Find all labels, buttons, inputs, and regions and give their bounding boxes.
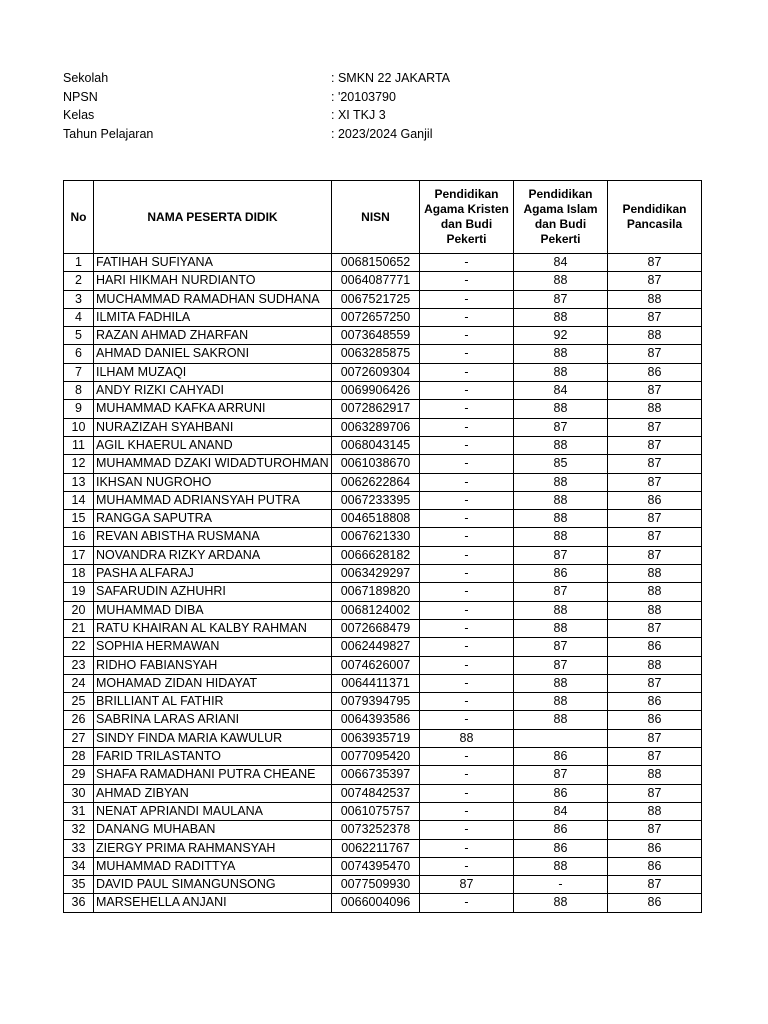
- cell-agama-islam: 88: [514, 473, 608, 491]
- cell-pancasila: 87: [608, 729, 702, 747]
- table-row: [64, 455, 702, 473]
- cell-nisn: 0063289706: [332, 418, 420, 436]
- cell-student-name: REVAN ABISTHA RUSMANA: [94, 528, 332, 546]
- cell-student-name: RATU KHAIRAN AL KALBY RAHMAN: [94, 619, 332, 637]
- header-no: No: [64, 181, 94, 254]
- cell-nisn: 0073252378: [332, 821, 420, 839]
- cell-nisn: 0067521725: [332, 290, 420, 308]
- cell-nisn: 0066735397: [332, 766, 420, 784]
- cell-pancasila: 87: [608, 418, 702, 436]
- cell-student-name: RAZAN AHMAD ZHARFAN: [94, 327, 332, 345]
- table-row: [64, 876, 702, 894]
- cell-nisn: 0062449827: [332, 638, 420, 656]
- cell-nisn: 0067189820: [332, 583, 420, 601]
- cell-no: 36: [64, 894, 94, 912]
- table-row: [64, 711, 702, 729]
- info-label: Tahun Pelajaran: [63, 126, 154, 141]
- info-label: Kelas: [63, 108, 95, 122]
- table-header-row: [64, 181, 702, 254]
- table-row: [64, 674, 702, 692]
- table-row: [64, 400, 702, 418]
- cell-nisn: 0063935719: [332, 729, 420, 747]
- info-row: [63, 69, 450, 88]
- table-row: [64, 839, 702, 857]
- table-row: [64, 528, 702, 546]
- cell-agama-islam: 87: [514, 583, 608, 601]
- cell-pancasila: 87: [608, 436, 702, 454]
- table-row: [64, 766, 702, 784]
- cell-nisn: 0046518808: [332, 510, 420, 528]
- cell-pancasila: 86: [608, 693, 702, 711]
- cell-pancasila: 88: [608, 583, 702, 601]
- cell-student-name: MUHAMMAD ADRIANSYAH PUTRA: [94, 491, 332, 509]
- table-row: [64, 638, 702, 656]
- cell-no: 7: [64, 363, 94, 381]
- table-row: [64, 382, 702, 400]
- table-row: [64, 601, 702, 619]
- cell-no: 13: [64, 473, 94, 491]
- cell-student-name: IKHSAN NUGROHO: [94, 473, 332, 491]
- header-name: NAMA PESERTA DIDIK: [94, 181, 332, 254]
- cell-nisn: 0066004096: [332, 894, 420, 912]
- cell-student-name: NENAT APRIANDI MAULANA: [94, 802, 332, 820]
- cell-student-name: AHMAD ZIBYAN: [94, 784, 332, 802]
- cell-no: 35: [64, 876, 94, 894]
- cell-nisn: 0074842537: [332, 784, 420, 802]
- table-row: [64, 821, 702, 839]
- table-row: [64, 784, 702, 802]
- cell-agama-kristen: 87: [420, 876, 514, 894]
- cell-student-name: DAVID PAUL SIMANGUNSONG: [94, 876, 332, 894]
- cell-agama-kristen: -: [420, 857, 514, 875]
- cell-agama-islam: 86: [514, 839, 608, 857]
- cell-agama-islam: 88: [514, 363, 608, 381]
- cell-student-name: BRILLIANT AL FATHIR: [94, 693, 332, 711]
- cell-nisn: 0077509930: [332, 876, 420, 894]
- cell-agama-islam: 92: [514, 327, 608, 345]
- cell-agama-kristen: -: [420, 528, 514, 546]
- table-row: [64, 272, 702, 290]
- cell-no: 14: [64, 491, 94, 509]
- cell-student-name: SABRINA LARAS ARIANI: [94, 711, 332, 729]
- cell-agama-kristen: -: [420, 363, 514, 381]
- cell-agama-islam: 88: [514, 491, 608, 509]
- cell-pancasila: 86: [608, 894, 702, 912]
- cell-no: 34: [64, 857, 94, 875]
- cell-pancasila: 87: [608, 345, 702, 363]
- cell-student-name: MARSEHELLA ANJANI: [94, 894, 332, 912]
- table-row: [64, 729, 702, 747]
- cell-pancasila: 86: [608, 711, 702, 729]
- cell-student-name: MUHAMMAD DIBA: [94, 601, 332, 619]
- cell-agama-islam: 87: [514, 546, 608, 564]
- cell-nisn: 0064411371: [332, 674, 420, 692]
- cell-pancasila: 88: [608, 766, 702, 784]
- header-agama-islam: Pendidikan Agama Islam dan Budi Pekerti: [514, 181, 608, 254]
- cell-agama-islam: [514, 729, 608, 747]
- cell-agama-kristen: -: [420, 491, 514, 509]
- table-row: [64, 583, 702, 601]
- cell-nisn: 0063285875: [332, 345, 420, 363]
- cell-agama-kristen: -: [420, 272, 514, 290]
- cell-agama-kristen: -: [420, 748, 514, 766]
- cell-student-name: ILHAM MUZAQI: [94, 363, 332, 381]
- cell-agama-kristen: -: [420, 308, 514, 326]
- cell-agama-islam: 88: [514, 308, 608, 326]
- cell-nisn: 0069906426: [332, 382, 420, 400]
- cell-student-name: DANANG MUHABAN: [94, 821, 332, 839]
- cell-pancasila: 88: [608, 565, 702, 583]
- cell-pancasila: 87: [608, 784, 702, 802]
- cell-pancasila: 87: [608, 308, 702, 326]
- cell-nisn: 0068124002: [332, 601, 420, 619]
- cell-pancasila: 86: [608, 363, 702, 381]
- cell-agama-islam: 87: [514, 656, 608, 674]
- cell-student-name: RANGGA SAPUTRA: [94, 510, 332, 528]
- cell-agama-kristen: -: [420, 656, 514, 674]
- cell-nisn: 0067233395: [332, 491, 420, 509]
- cell-agama-islam: 86: [514, 821, 608, 839]
- cell-nisn: 0072668479: [332, 619, 420, 637]
- cell-pancasila: 87: [608, 528, 702, 546]
- cell-no: 21: [64, 619, 94, 637]
- cell-pancasila: 87: [608, 674, 702, 692]
- cell-student-name: NOVANDRA RIZKY ARDANA: [94, 546, 332, 564]
- table-row: [64, 418, 702, 436]
- cell-nisn: 0079394795: [332, 693, 420, 711]
- cell-student-name: MOHAMAD ZIDAN HIDAYAT: [94, 674, 332, 692]
- cell-no: 16: [64, 528, 94, 546]
- cell-pancasila: 88: [608, 290, 702, 308]
- cell-no: 23: [64, 656, 94, 674]
- cell-agama-islam: 85: [514, 455, 608, 473]
- cell-nisn: 0068150652: [332, 254, 420, 272]
- cell-agama-islam: 88: [514, 857, 608, 875]
- cell-agama-kristen: -: [420, 674, 514, 692]
- cell-pancasila: 88: [608, 656, 702, 674]
- cell-agama-islam: 87: [514, 290, 608, 308]
- table-row: [64, 546, 702, 564]
- cell-pancasila: 87: [608, 546, 702, 564]
- cell-agama-islam: 88: [514, 601, 608, 619]
- cell-agama-kristen: -: [420, 766, 514, 784]
- cell-student-name: SOPHIA HERMAWAN: [94, 638, 332, 656]
- cell-nisn: 0073648559: [332, 327, 420, 345]
- cell-no: 27: [64, 729, 94, 747]
- table-row: [64, 894, 702, 912]
- cell-agama-kristen: -: [420, 839, 514, 857]
- cell-nisn: 0067621330: [332, 528, 420, 546]
- cell-agama-kristen: -: [420, 254, 514, 272]
- cell-agama-kristen: -: [420, 565, 514, 583]
- header-agama-kristen: Pendidikan Agama Kristen dan Budi Pekerti: [420, 181, 514, 254]
- info-value: : SMKN 22 JAKARTA: [331, 71, 451, 85]
- table-row: [64, 290, 702, 308]
- cell-agama-kristen: -: [420, 455, 514, 473]
- cell-nisn: 0064393586: [332, 711, 420, 729]
- cell-agama-islam: 88: [514, 345, 608, 363]
- cell-nisn: 0062211767: [332, 839, 420, 857]
- cell-agama-kristen: -: [420, 784, 514, 802]
- cell-no: 9: [64, 400, 94, 418]
- cell-no: 30: [64, 784, 94, 802]
- cell-no: 20: [64, 601, 94, 619]
- cell-pancasila: 86: [608, 491, 702, 509]
- cell-nisn: 0062622864: [332, 473, 420, 491]
- cell-agama-islam: 84: [514, 254, 608, 272]
- cell-nisn: 0066628182: [332, 546, 420, 564]
- cell-no: 1: [64, 254, 94, 272]
- info-value: : XI TKJ 3: [331, 108, 386, 122]
- cell-no: 17: [64, 546, 94, 564]
- cell-agama-islam: 88: [514, 619, 608, 637]
- cell-agama-kristen: -: [420, 802, 514, 820]
- cell-agama-kristen: -: [420, 619, 514, 637]
- cell-pancasila: 86: [608, 839, 702, 857]
- school-info: [63, 69, 450, 143]
- info-label: NPSN: [63, 89, 98, 104]
- cell-pancasila: 87: [608, 382, 702, 400]
- cell-agama-islam: 87: [514, 638, 608, 656]
- cell-agama-kristen: -: [420, 436, 514, 454]
- cell-agama-kristen: -: [420, 510, 514, 528]
- cell-student-name: AHMAD DANIEL SAKRONI: [94, 345, 332, 363]
- cell-agama-kristen: -: [420, 693, 514, 711]
- info-value: : '20103790: [331, 89, 396, 104]
- cell-no: 19: [64, 583, 94, 601]
- cell-no: 28: [64, 748, 94, 766]
- cell-pancasila: 86: [608, 857, 702, 875]
- header-nisn: NISN: [332, 181, 420, 254]
- cell-no: 8: [64, 382, 94, 400]
- cell-agama-islam: 86: [514, 748, 608, 766]
- cell-student-name: MUHAMMAD KAFKA ARRUNI: [94, 400, 332, 418]
- cell-agama-islam: 88: [514, 894, 608, 912]
- table-row: [64, 345, 702, 363]
- cell-agama-islam: 88: [514, 693, 608, 711]
- cell-pancasila: 87: [608, 254, 702, 272]
- cell-nisn: 0072609304: [332, 363, 420, 381]
- cell-agama-islam: 86: [514, 784, 608, 802]
- table-row: [64, 308, 702, 326]
- cell-agama-islam: 88: [514, 272, 608, 290]
- table-row: [64, 491, 702, 509]
- cell-nisn: 0074626007: [332, 656, 420, 674]
- cell-pancasila: 87: [608, 455, 702, 473]
- table-row: [64, 510, 702, 528]
- cell-agama-islam: 86: [514, 565, 608, 583]
- cell-nisn: 0063429297: [332, 565, 420, 583]
- cell-pancasila: 87: [608, 473, 702, 491]
- cell-agama-kristen: -: [420, 382, 514, 400]
- cell-student-name: MUHAMMAD DZAKI WIDADTUROHMAN: [94, 455, 332, 473]
- table-row: [64, 656, 702, 674]
- cell-no: 31: [64, 802, 94, 820]
- cell-pancasila: 87: [608, 748, 702, 766]
- table-row: [64, 748, 702, 766]
- cell-no: 5: [64, 327, 94, 345]
- cell-nisn: 0077095420: [332, 748, 420, 766]
- table-row: [64, 254, 702, 272]
- cell-no: 6: [64, 345, 94, 363]
- cell-student-name: FATIHAH SUFIYANA: [94, 254, 332, 272]
- cell-agama-islam: 88: [514, 674, 608, 692]
- cell-nisn: 0061038670: [332, 455, 420, 473]
- table-row: [64, 473, 702, 491]
- cell-pancasila: 87: [608, 821, 702, 839]
- cell-agama-islam: 88: [514, 711, 608, 729]
- cell-agama-kristen: -: [420, 345, 514, 363]
- cell-pancasila: 87: [608, 272, 702, 290]
- cell-agama-islam: 84: [514, 802, 608, 820]
- cell-no: 25: [64, 693, 94, 711]
- cell-pancasila: 88: [608, 327, 702, 345]
- grades-table: [63, 180, 702, 913]
- cell-nisn: 0072657250: [332, 308, 420, 326]
- info-row: [63, 106, 450, 125]
- table-row: [64, 693, 702, 711]
- cell-agama-kristen: -: [420, 418, 514, 436]
- info-row: [63, 88, 450, 107]
- cell-nisn: 0064087771: [332, 272, 420, 290]
- cell-pancasila: 86: [608, 638, 702, 656]
- cell-agama-islam: 87: [514, 418, 608, 436]
- cell-no: 12: [64, 455, 94, 473]
- cell-no: 11: [64, 436, 94, 454]
- cell-no: 26: [64, 711, 94, 729]
- cell-student-name: ILMITA FADHILA: [94, 308, 332, 326]
- cell-nisn: 0068043145: [332, 436, 420, 454]
- info-label: Sekolah: [63, 71, 109, 85]
- cell-no: 24: [64, 674, 94, 692]
- cell-agama-kristen: -: [420, 601, 514, 619]
- cell-agama-islam: 84: [514, 382, 608, 400]
- cell-student-name: SHAFA RAMADHANI PUTRA CHEANE: [94, 766, 332, 784]
- cell-no: 33: [64, 839, 94, 857]
- cell-student-name: FARID TRILASTANTO: [94, 748, 332, 766]
- cell-student-name: ANDY RIZKI CAHYADI: [94, 382, 332, 400]
- table-row: [64, 565, 702, 583]
- cell-agama-islam: 88: [514, 436, 608, 454]
- cell-student-name: PASHA ALFARAJ: [94, 565, 332, 583]
- cell-agama-kristen: 88: [420, 729, 514, 747]
- cell-pancasila: 88: [608, 400, 702, 418]
- cell-student-name: HARI HIKMAH NURDIANTO: [94, 272, 332, 290]
- cell-agama-kristen: -: [420, 894, 514, 912]
- info-value: : 2023/2024 Ganjil: [331, 126, 433, 141]
- cell-no: 15: [64, 510, 94, 528]
- cell-agama-islam: -: [514, 876, 608, 894]
- cell-no: 3: [64, 290, 94, 308]
- cell-student-name: AGIL KHAERUL ANAND: [94, 436, 332, 454]
- cell-agama-kristen: -: [420, 400, 514, 418]
- cell-agama-kristen: -: [420, 638, 514, 656]
- cell-pancasila: 87: [608, 510, 702, 528]
- cell-agama-kristen: -: [420, 583, 514, 601]
- cell-agama-islam: 88: [514, 528, 608, 546]
- cell-agama-islam: 87: [514, 766, 608, 784]
- cell-student-name: SINDY FINDA MARIA KAWULUR: [94, 729, 332, 747]
- cell-agama-kristen: -: [420, 821, 514, 839]
- cell-agama-kristen: -: [420, 327, 514, 345]
- cell-no: 18: [64, 565, 94, 583]
- table-row: [64, 619, 702, 637]
- cell-agama-kristen: -: [420, 711, 514, 729]
- cell-no: 32: [64, 821, 94, 839]
- cell-student-name: SAFARUDIN AZHUHRI: [94, 583, 332, 601]
- cell-student-name: ZIERGY PRIMA RAHMANSYAH: [94, 839, 332, 857]
- table-row: [64, 436, 702, 454]
- cell-pancasila: 88: [608, 802, 702, 820]
- header-pancasila: Pendidikan Pancasila: [608, 181, 702, 254]
- info-row: [63, 125, 450, 144]
- cell-agama-kristen: -: [420, 473, 514, 491]
- cell-nisn: 0061075757: [332, 802, 420, 820]
- cell-no: 29: [64, 766, 94, 784]
- cell-agama-kristen: -: [420, 290, 514, 308]
- cell-student-name: MUCHAMMAD RAMADHAN SUDHANA: [94, 290, 332, 308]
- cell-student-name: NURAZIZAH SYAHBANI: [94, 418, 332, 436]
- cell-agama-kristen: -: [420, 546, 514, 564]
- table-row: [64, 327, 702, 345]
- table-row: [64, 857, 702, 875]
- cell-pancasila: 87: [608, 876, 702, 894]
- cell-student-name: RIDHO FABIANSYAH: [94, 656, 332, 674]
- cell-no: 22: [64, 638, 94, 656]
- cell-nisn: 0074395470: [332, 857, 420, 875]
- cell-nisn: 0072862917: [332, 400, 420, 418]
- cell-no: 10: [64, 418, 94, 436]
- cell-agama-islam: 88: [514, 510, 608, 528]
- cell-pancasila: 87: [608, 619, 702, 637]
- cell-pancasila: 88: [608, 601, 702, 619]
- table-row: [64, 363, 702, 381]
- cell-no: 4: [64, 308, 94, 326]
- table-row: [64, 802, 702, 820]
- cell-no: 2: [64, 272, 94, 290]
- cell-agama-islam: 88: [514, 400, 608, 418]
- cell-student-name: MUHAMMAD RADITTYA: [94, 857, 332, 875]
